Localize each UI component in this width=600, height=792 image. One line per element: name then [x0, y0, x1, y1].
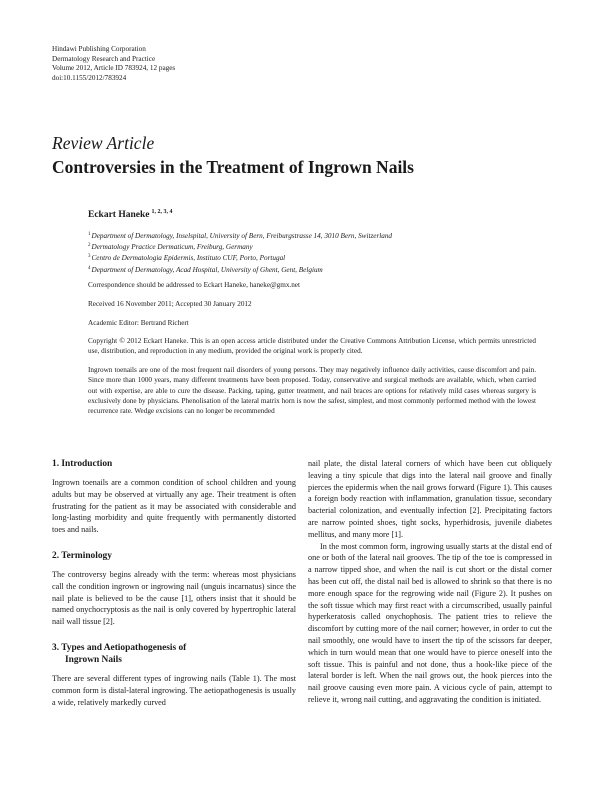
right-column: [308, 458, 552, 706]
academic-editor: Academic Editor: Bertrand Richert: [88, 319, 189, 327]
types-text: There are several different types of ingrowing nails (Table 1). The most common form is distal-lateral ingrowing. The aetiopathogenesis is usually a wide, relatively markedly curved: [52, 673, 296, 707]
affiliation: $^3$Centro de Dermatologia Epidermis, Instituto CUF, Porto, Portugal: [88, 254, 286, 263]
volume-info: Volume 2012, Article ID 783924, 12 pages: [52, 64, 176, 73]
journal-name: Dermatology Research and Practice: [52, 54, 156, 63]
affiliation: $^1$Department of Dermatology, Inselspital, University of Bern, Freiburgstrasse 14, 3010 Bern, Switzerland: [88, 232, 393, 240]
publisher: Hindawi Publishing Corporation: [52, 45, 146, 53]
paper-title: Controversies in the Treatment of Ingrown Nails: [52, 157, 414, 177]
section-heading-types: 3. Types and Aetiopathogenesis of Ingrown Nails: [52, 642, 187, 665]
affiliation: $^2$Dermatology Practice Dermaticum, Freiburg, Germany: [88, 243, 253, 252]
ingrowing-form-text: In the most common form, ingrowing usually starts at the distal end of one or both of the lateral nail grooves. The tip of the toe is compressed in a narrow tipped shoe, and when the nail is cut short or the distal corner has been cut off, the distal nail bed is allowed to shrink so that there is no more enough space for the regrowing wide nail (Figure 2). It pushes on the soft tissue which may first react with a circumscribed, usually painful hyperkeratosis called onychophosis. The patient tries to relieve the discomfort by cutting more of the nail corner; however, in order to cut the nail smoothly, one would have to insert the tip of the scissors far deeper, which in turn would mean that one would have to pierce oneself into the soft tissue. This is painful and not done, thus a hook-like piece of the lateral border is left. When the nail grows out, the hook pierces into the nail groove causing even more pain. A vicious cycle of pain, attempt to relieve it, wrong nail cutting, and aggravating the condition is initiated.: [308, 541, 552, 704]
author-name: Eckart Haneke: [88, 210, 150, 220]
introduction-text: Ingrown toenails are a common condition of school children and young adults but may be observed at virtually any age. Their treatment is often frustrating for the patient as it may be associated with considerable and long-lasting morbidity and quite frequently with permanently distorted toes and nails.: [52, 478, 296, 535]
affiliation: $^4$Department of Dermatology, Acad Hospital, University of Ghent, Gent, Belgium: [88, 265, 323, 274]
section-heading-introduction: 1. Introduction: [52, 459, 113, 469]
terminology-text: The controversy begins already with the term: whereas most physicians call the condition ingrown or ingrowing nail (unguis incarnatus) since the nail plate is believed to be the cause [1], others insist that it should be named onychocryptosis as the nail is only covered by hypertrophic lateral nail wall tissue [2].: [52, 569, 296, 627]
affiliations: [88, 230, 392, 275]
journal-header: [52, 45, 175, 83]
abstract: Ingrown toenails are one of the most frequent nail disorders of young persons. They may negatively influence daily activities, cause discomfort and pain. Since more than 1000 years, many different treatments have been proposed. Today, conservative and surgical methods are available, which, when carried out with expertise, are able to cure the disease. Packing, taping, gutter treatment, and nail braces are options for relatively mild cases whereas surgery is exclusively done by physicians. Phenolisation of the lateral matrix horn is now the safest, simplest, and most commonly performed method with the lowest recurrence rate. Wedge excisions can no longer be recommended: [88, 366, 536, 416]
correspondence: Correspondence should be addressed to Eckart Haneke, haneke@gmx.net: [88, 281, 300, 289]
doi: doi:10.1155/2012/783924: [52, 73, 127, 82]
author: [88, 209, 172, 220]
article-type: Review Article: [52, 133, 155, 153]
copyright-notice: Copyright © 2012 Eckart Haneke. This is an open access article distributed under the Creative Commons Attribution License, which permits unrestricted use, distribution, and reproduction in any medium, provided the original work is properly cited.: [88, 337, 536, 356]
received-dates: Received 16 November 2011; Accepted 30 January 2012: [88, 300, 252, 308]
types-continued-text: nail plate, the distal lateral corners of which have been cut obliquely leaving a tiny spicule that digs into the lateral nail groove and finally pierces the epidermis when the nail grows forward (Figure 1). This causes a foreign body reaction with inflammation, granulation tissue, secondary bacterial colonization, and eventually infection [2]. Precipitating factors are narrow pointed shoes, tight socks, hyperhidrosis, juvenile diabetes mellitus, and many more [1].: [308, 459, 552, 539]
author-affil-refs: 1, 2, 3, 4: [151, 209, 173, 215]
section-heading-terminology: 2. Terminology: [52, 550, 112, 561]
left-column: [52, 458, 296, 708]
